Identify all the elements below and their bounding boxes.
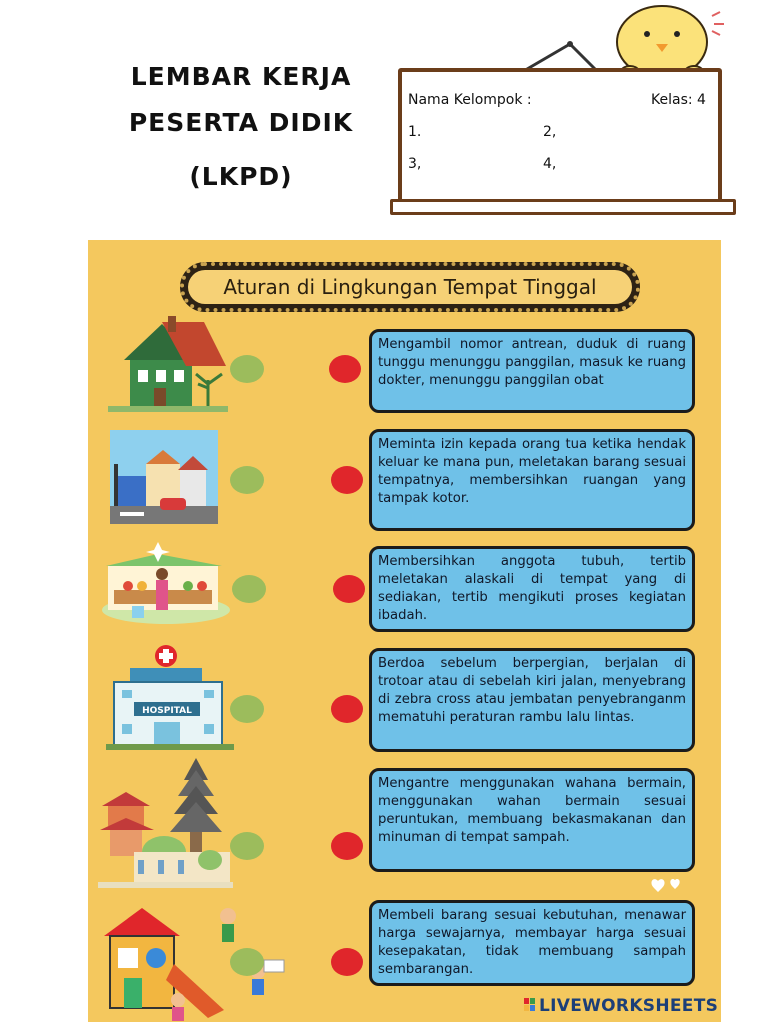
hospital-sign-text: HOSPITAL — [142, 706, 192, 716]
title-line-1: LEMBAR KERJA — [130, 62, 352, 91]
hearts-icon — [648, 876, 688, 896]
playground-picture-icon — [96, 900, 296, 1022]
member-slot-2: 2, — [543, 124, 557, 140]
rule-box-4: Berdoa sebelum berpergian, berjalan di trotoar atau di sebelah kiri jalan, menyebrang di zebra cross atau jembatan penyebranganm mematuhi peraturan rambu lalu lintas. — [369, 648, 695, 752]
group-board — [390, 0, 735, 215]
rule-box-2: Meminta izin kepada orang tua ketika hendak keluar ke mana pun, meletakan barang sesuai tempatnya, membersihkan ruangan yang tampak kotor. — [369, 429, 695, 531]
market-picture-icon — [98, 540, 233, 632]
rule-box-6: Membeli barang sesuai kebutuhan, menawar harga sewajarnya, membayar harga sesuai kesepakatan, tidak membuang sampah sembarangan. — [369, 900, 695, 986]
answer-dot-red-3[interactable] — [333, 575, 365, 603]
name-board — [398, 68, 722, 206]
street-picture-icon — [110, 430, 218, 524]
house-picture-icon — [108, 314, 228, 414]
member-slot-3: 3, — [408, 156, 422, 172]
answer-dot-red-4[interactable] — [331, 695, 363, 723]
answer-dot-green-3[interactable] — [232, 575, 266, 603]
liveworksheets-logo-icon — [524, 998, 536, 1012]
member-slot-1: 1. — [408, 124, 422, 140]
answer-dot-red-6[interactable] — [331, 948, 363, 976]
liveworksheets-logo — [524, 996, 718, 1016]
answer-dot-green-1[interactable] — [230, 355, 264, 383]
title-line-3: (LKPD) — [189, 162, 293, 191]
title-line-2: PESERTA DIDIK — [128, 108, 354, 137]
answer-dot-green-6[interactable] — [230, 948, 264, 976]
answer-dot-red-2[interactable] — [331, 466, 363, 494]
brand-text: LIVEWORKSHEETS — [539, 996, 719, 1016]
worksheet-panel — [88, 240, 721, 1022]
banner — [180, 262, 640, 312]
answer-dot-red-1[interactable] — [329, 355, 361, 383]
worship-places-picture-icon — [98, 756, 233, 896]
rule-box-3: Membersihkan anggota tubuh, tertib meletakan alaskali di tempat yang di sediakan, tertib mengikuti proses kegiatan ibadah. — [369, 546, 695, 632]
rule-box-1: Mengambil nomor antrean, duduk di ruang tunggu menunggu panggilan, masuk ke ruang dokter, menunggu panggilan obat — [369, 329, 695, 413]
board-shelf — [390, 199, 736, 215]
answer-dot-green-5[interactable] — [230, 832, 264, 860]
member-slot-4: 4, — [543, 156, 557, 172]
group-name-label: Nama Kelompok : — [408, 92, 532, 108]
class-label: Kelas: 4 — [651, 92, 706, 108]
hospital-picture-icon — [106, 644, 234, 752]
banner-title: Aturan di Lingkungan Tempat Tinggal — [188, 270, 632, 304]
answer-dot-green-2[interactable] — [230, 466, 264, 494]
rule-box-5: Mengantre menggunakan wahana bermain, menggunakan wahan bermain sesuai peruntukan, membuang bekasmakanan dan minuman di tempat sampah. — [369, 768, 695, 872]
answer-dot-red-5[interactable] — [331, 832, 363, 860]
answer-dot-green-4[interactable] — [230, 695, 264, 723]
